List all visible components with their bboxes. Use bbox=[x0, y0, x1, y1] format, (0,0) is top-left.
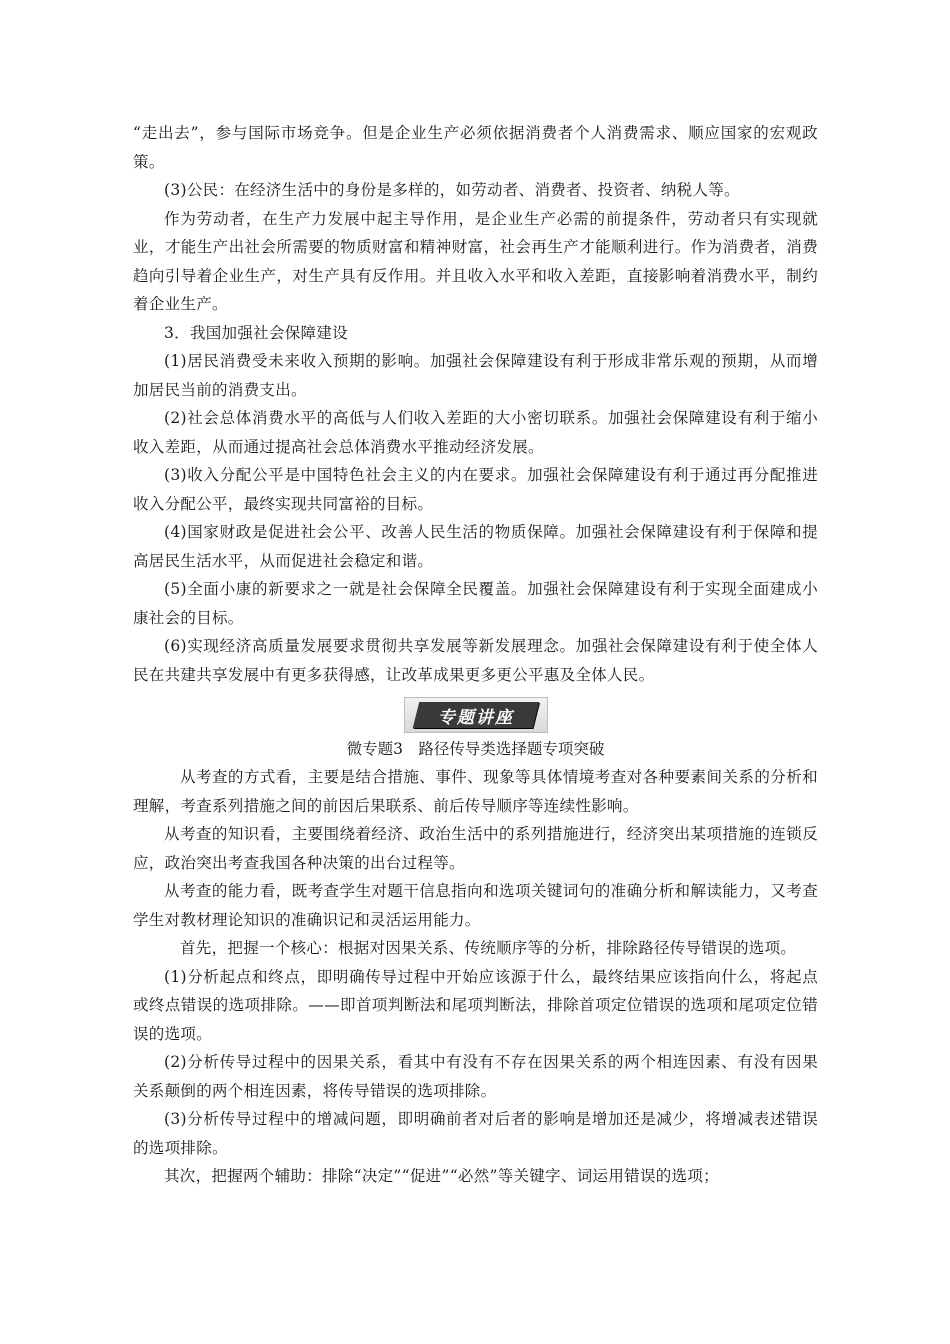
paragraph: “走出去”，参与国际市场竞争。但是企业生产必须依据消费者个人消费需求、顺应国家的宏观政策。 bbox=[133, 124, 818, 171]
section-heading: 3．我国加强社会保障建设 bbox=[164, 323, 348, 342]
paragraph: (1)分析起点和终点，即明确传导过程中开始应该源于什么，最终结果应该指向什么，将起点或终点错误的选项排除。——即首项判断法和尾项判断法，排除首项定位错误的选项和尾项定位错误的选项。 bbox=[133, 967, 818, 1043]
paragraph: 其次，把握两个辅助：排除“决定”“促进”“必然”等关键字、词运用错误的选项； bbox=[164, 1167, 719, 1185]
banner-plate bbox=[412, 702, 538, 728]
bottom-section bbox=[133, 763, 818, 1191]
paragraph: 作为劳动者，在生产力发展中起主导作用，是企业生产必需的前提条件，劳动者只有实现就业，才能生产出社会所需要的物质财富和精神财富，社会再生产才能顺利进行。作为消费者，消费趋向引导着企业生产，对生产具有反作用。并且收入水平和收入差距，直接影响着消费水平，制约着企业生产。 bbox=[133, 209, 818, 313]
paragraph: (2)分析传导过程中的因果关系，看其中有没有不存在因果关系的两个相连因素、有没有因果关系颠倒的两个相连因素，将传导错误的选项排除。 bbox=[133, 1053, 818, 1100]
paragraph: (1)居民消费受未来收入预期的影响。加强社会保障建设有利于形成非常乐观的预期，从而增加居民当前的消费支出。 bbox=[133, 352, 818, 399]
paragraph: (6)实现经济高质量发展要求贯彻共享发展等新发展理念。加强社会保障建设有利于使全体人民在共建共享发展中有更多获得感，让改革成果更多更公平惠及全体人民。 bbox=[133, 637, 818, 684]
top-section bbox=[133, 119, 818, 689]
paragraph: (3)分析传导过程中的增减问题，即明确前者对后者的影响是增加还是减少，将增减表述错误的选项排除。 bbox=[133, 1110, 818, 1157]
paragraph: 首先，把握一个核心：根据对因果关系、传统顺序等的分析，排除路径传导错误的选项。 bbox=[180, 939, 797, 957]
banner-frame bbox=[404, 697, 548, 733]
section-subtitle: 微专题3 路径传导类选择题专项突破 bbox=[346, 740, 605, 758]
paragraph: (5)全面小康的新要求之一就是社会保障全民覆盖。加强社会保障建设有利于实现全面建成小康社会的目标。 bbox=[133, 580, 818, 627]
paragraph: (3)公民：在经济生活中的身份是多样的，如劳动者、消费者、投资者、纳税人等。 bbox=[164, 181, 740, 199]
paragraph: 从考查的方式看，主要是结合措施、事件、现象等具体情境考查对各种要素间关系的分析和理解，考查系列措施之间的前因后果联系、前后传导顺序等连续性影响。 bbox=[133, 768, 818, 815]
banner-label: 专题讲座 bbox=[437, 707, 514, 728]
paragraph: (3)收入分配公平是中国特色社会主义的内在要求。加强社会保障建设有利于通过再分配推进收入分配公平，最终实现共同富裕的目标。 bbox=[133, 466, 818, 513]
topic-banner bbox=[133, 697, 818, 733]
paragraph: 从考查的能力看，既考查学生对题干信息指向和选项关键词句的准确分析和解读能力，又考查学生对教材理论知识的准确识记和灵活运用能力。 bbox=[133, 882, 818, 929]
paragraph: (2)社会总体消费水平的高低与人们收入差距的大小密切联系。加强社会保障建设有利于缩小收入差距，从而通过提高社会总体消费水平推动经济发展。 bbox=[133, 409, 818, 456]
paragraph: (4)国家财政是促进社会公平、改善人民生活的物质保障。加强社会保障建设有利于保障和提高居民生活水平，从而促进社会稳定和谐。 bbox=[133, 523, 818, 570]
paragraph: 从考查的知识看，主要围绕着经济、政治生活中的系列措施进行，经济突出某项措施的连锁反应，政治突出考查我国各种决策的出台过程等。 bbox=[133, 825, 818, 872]
